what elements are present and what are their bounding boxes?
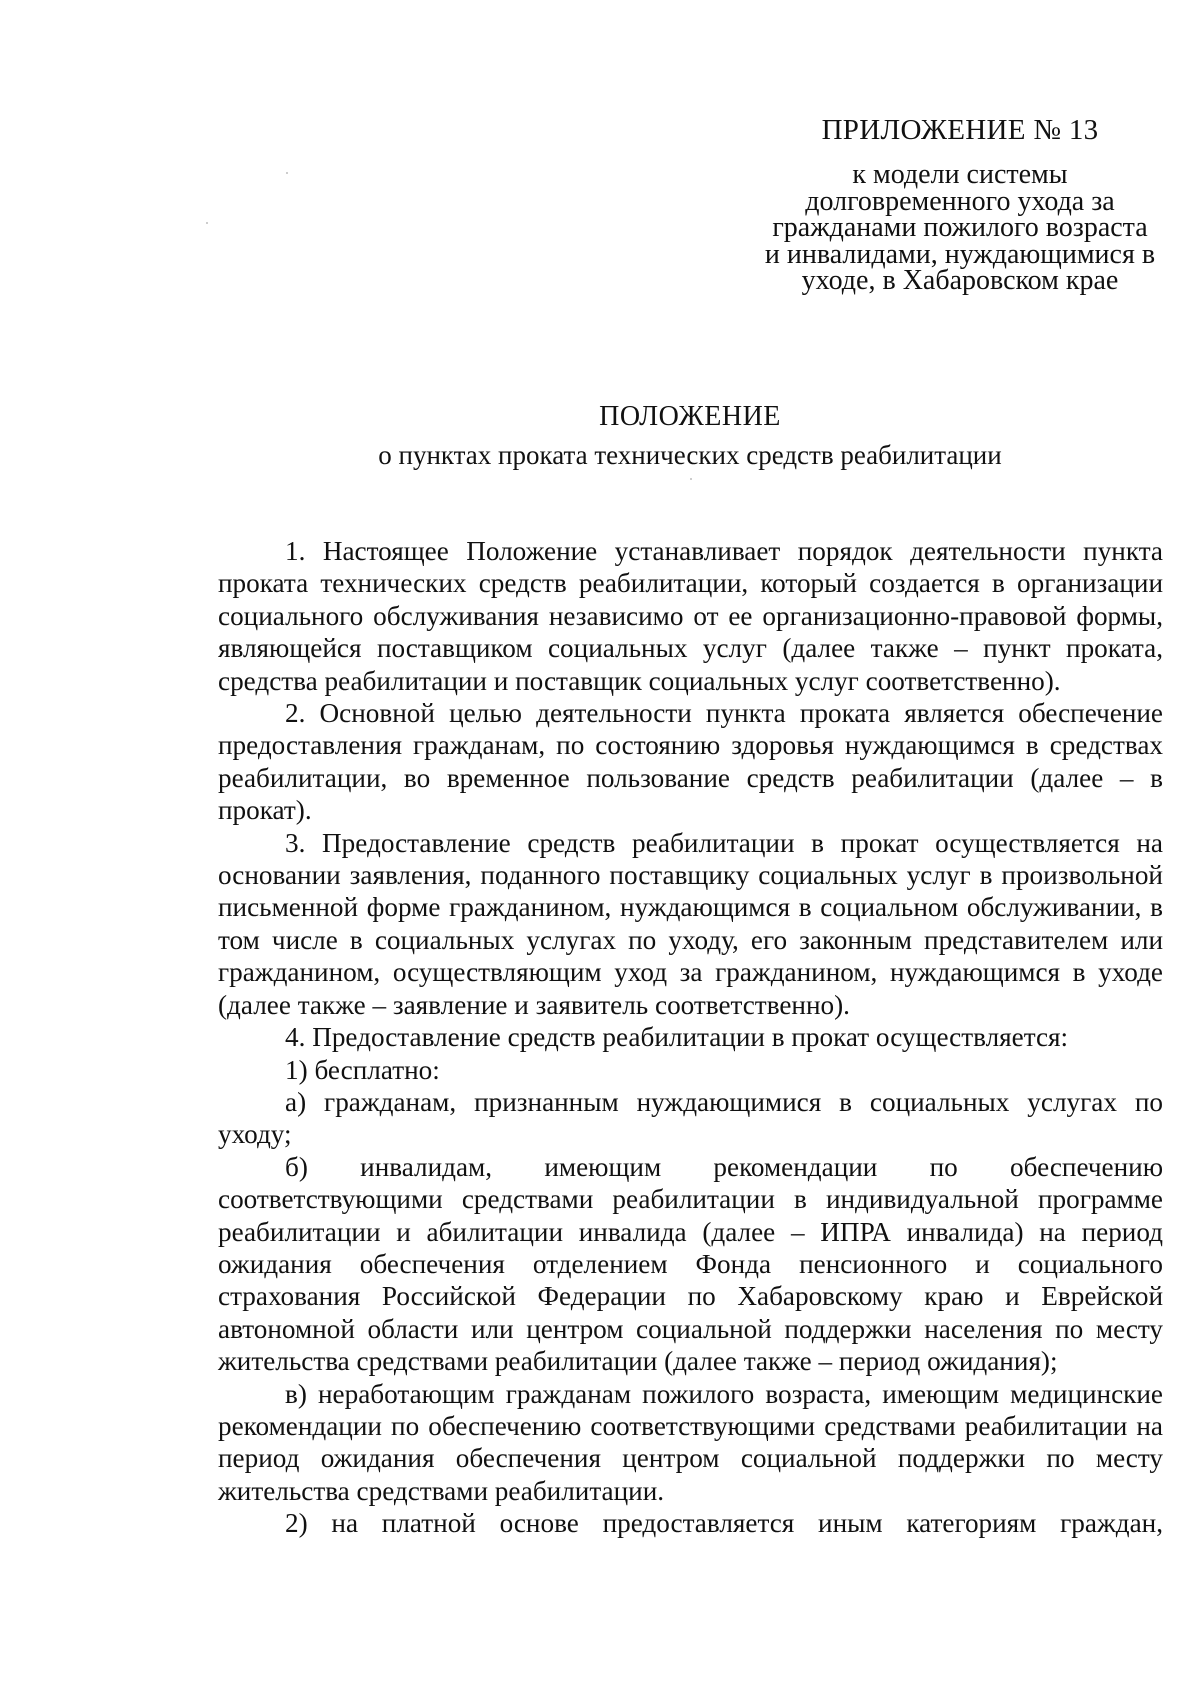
appendix-line: и инвалидами, нуждающимися в (764, 238, 1156, 270)
paragraph-4-item-b: б) инвалидам, имеющим рекомендации по обеспечению соответствующими средствами реабилитации в индивидуальной программе реабилитации и абилитации инвалида (далее – ИПРА инвалида) на период ожидания обеспечения отделением Фонда пенсионного и социального страхования Российской Федерации по Хабаровскому краю и Еврейской автономной области или центром социальной поддержки населения по месту жительства средствами реабилитации (далее также – период ожидания); (218, 1151, 1163, 1377)
document-title: ПОЛОЖЕНИЕ (599, 401, 781, 432)
appendix-line: уходе, в Хабаровском крае (801, 265, 1119, 296)
document-body (218, 535, 1163, 1540)
document-subtitle: о пунктах проката технических средств реабилитации (378, 440, 1002, 470)
paragraph-4-item-a: а) гражданам, признанным нуждающимися в социальных услугах по уходу; (218, 1086, 1163, 1150)
scan-speck (690, 478, 692, 480)
appendix-line: гражданами пожилого возраста (772, 212, 1148, 243)
appendix-block (745, 110, 1175, 295)
paragraph-4-item-2: 2) на платной основе предоставляется иным категориям граждан, (285, 1508, 1163, 1539)
paragraph-4-item-1: 1) бесплатно: (285, 1054, 440, 1085)
appendix-line: долговременного ухода за (805, 185, 1115, 217)
paragraph-4: 4. Предоставление средств реабилитации в прокат осуществляется: (285, 1022, 1069, 1053)
paragraph-4-item-v: в) неработающим гражданам пожилого возраста, имеющим медицинские рекомендации по обеспечению соответствующими средствами реабилитации на период ожидания обеспечения центром социальной поддержки по месту жительства средствами реабилитации. (218, 1378, 1163, 1506)
scan-speck (206, 222, 208, 224)
paragraph-1: 1. Настоящее Положение устанавливает порядок деятельности пункта проката технических средств реабилитации, который создается в организации социального обслуживания независимо от ее организационно-правовой формы, являющейся поставщиком социальных услуг (далее также – пункт проката, средства реабилитации и поставщик социальных услуг соответственно). (218, 536, 1163, 696)
paragraph-2: 2. Основной целью деятельности пункта проката является обеспечение предоставления гражданам, по состоянию здоровья нуждающимся в средствах реабилитации, во временное пользование средств реабилитации (далее – в прокат). (218, 698, 1163, 826)
scan-speck (286, 172, 288, 174)
appendix-line: к модели системы (852, 159, 1068, 190)
paragraph-3: 3. Предоставление средств реабилитации в прокат осуществляется на основании заявления, поданного поставщику социальных услуг в произвольной письменной форме гражданином, нуждающимся в социальном обслуживании, в том числе в социальных услугах по уходу, его законным представителем или гражданином, осуществляющим уход за гражданином, нуждающимся в уходе (далее также – заявление и заявитель соответственно). (218, 827, 1163, 1020)
appendix-title: ПРИЛОЖЕНИЕ № 13 (821, 114, 1099, 146)
